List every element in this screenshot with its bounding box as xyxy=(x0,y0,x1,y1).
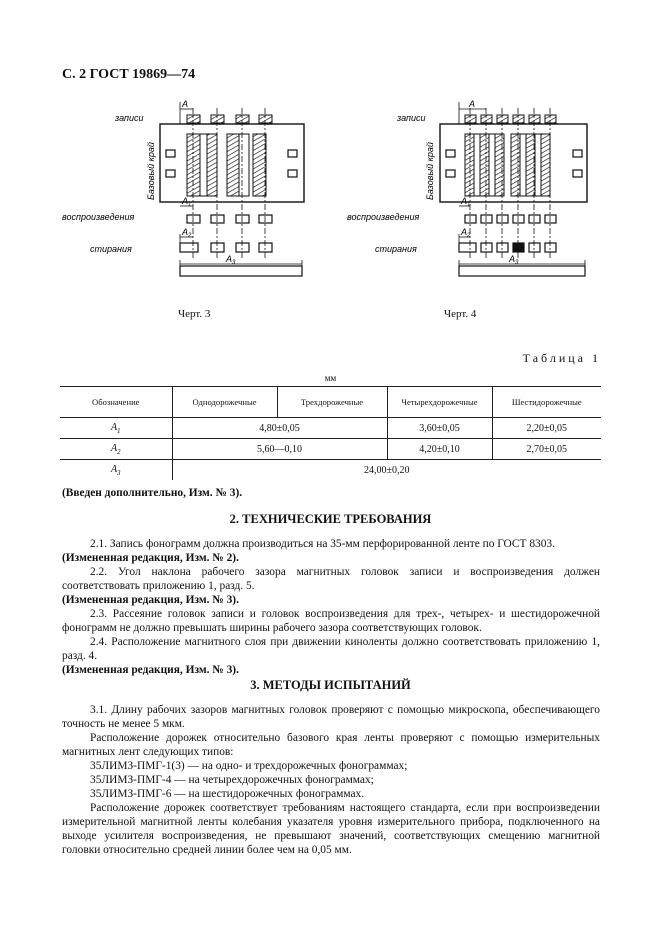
svg-text:A1: $A_1$ xyxy=(182,196,192,208)
table-cell: 2,70±0,05 xyxy=(492,439,601,460)
svg-text:A3: $A_3$ xyxy=(509,254,519,266)
parameters-table xyxy=(60,386,601,480)
section-2-title: 2. ТЕХНИЧЕСКИЕ ТРЕБОВАНИЯ xyxy=(229,512,432,526)
svg-text:A3: $A_3$ xyxy=(226,254,236,266)
table-cell: 2,20±0,05 xyxy=(492,418,601,439)
header-four-track: Четырехдорожечные xyxy=(387,387,492,418)
note-introduced: (Введен дополнительно, Изм. № 3). xyxy=(62,487,243,499)
table-row xyxy=(60,460,601,481)
paragraph: Расположение дорожек соответствует требованиям настоящего стандарта, если при воспроизведении измерительной магнитной ленты колебания указателя уровня измерительного прибора, подключенного на выходе усилителя воспроизведения, не превышают значений, соответствующих смещению магнитной головки относительно средней линии более чем на 0,05 мм. xyxy=(62,802,600,856)
svg-text:A2: $A_2$ xyxy=(461,227,471,239)
header-three-track: Трехдорожечные xyxy=(277,387,387,418)
edition-note: (Измененная редакция, Изм. № 2). xyxy=(62,552,239,564)
header-single-track: Однодорожечные xyxy=(172,387,277,418)
label-playback: воспроизведения xyxy=(62,212,135,222)
edition-note: (Измененная редакция, Изм. № 3). xyxy=(62,664,239,676)
paragraph: 2.3. Рассеяние головок записи и головок воспроизведения для трех-, четырех- и шестидорожечной фонограмм не должно превышать ширины рабочего зазора соответствующих головок. xyxy=(62,608,600,634)
table-row xyxy=(60,439,601,460)
table-unit: мм xyxy=(324,373,337,383)
label-base-edge: Базовый край xyxy=(425,142,435,200)
paragraph: 3.1. Длину рабочих зазоров магнитных головок проверяют с помощью микроскопа, обеспечивающего точность не менее 5 мкм. xyxy=(62,704,600,730)
edition-note: (Измененная редакция, Изм. № 3). xyxy=(62,594,239,606)
section-2-body xyxy=(62,537,600,677)
list-item: 35ЛИМЗ-ПМГ-4 — на четырехдорожечных фонограммах; xyxy=(90,774,374,786)
label-base-edge: Базовый край xyxy=(146,142,156,200)
label-dim-A: A xyxy=(182,100,189,109)
table-cell: 3,60±0,05 xyxy=(387,418,492,439)
paragraph: 2.1. Запись фонограмм должна производиться на 35-мм перфорированной ленте по ГОСТ 8303. xyxy=(90,538,555,550)
header-designation: Обозначение xyxy=(60,387,172,418)
table-caption: Таблица 1 xyxy=(522,351,601,365)
table-cell: 24,00±0,20 xyxy=(172,460,601,481)
row-label: $A_1$ xyxy=(60,418,172,439)
table-cell: 4,20±0,10 xyxy=(387,439,492,460)
figure-4-diagram xyxy=(345,100,600,300)
paragraph: 2.4. Расположение магнитного слоя при движении киноленты должно соответствовать приложению 1, разд. 4. xyxy=(62,636,600,662)
paragraph: Расположение дорожек относительно базового края ленты проверяют с помощью измерительных магнитных лент следующих типов: xyxy=(62,732,600,758)
label-dim-A: A xyxy=(469,100,476,109)
table-header-row xyxy=(60,387,601,418)
label-erase: стирания xyxy=(90,244,132,254)
label-playback: воспроизведения xyxy=(347,212,420,222)
table-cell: 4,80±0,05 xyxy=(172,418,387,439)
section-3-title: 3. МЕТОДЫ ИСПЫТАНИЙ xyxy=(250,678,411,692)
svg-text:A1: $A_1$ xyxy=(461,196,471,208)
label-record: записи xyxy=(397,113,426,123)
paragraph: 2.2. Угол наклона рабочего зазора магнитных головок записи и воспроизведения должен соответствовать приложению 1, разд. 5. xyxy=(62,566,600,592)
header-six-track: Шестидорожечные xyxy=(492,387,601,418)
figure-3-diagram xyxy=(60,100,310,300)
page-header: С. 2 ГОСТ 19869—74 xyxy=(62,67,196,82)
list-item: 35ЛИМЗ-ПМГ-6 — на шестидорожечных фонограммах. xyxy=(90,788,365,800)
figure-4-caption: Черт. 4 xyxy=(444,308,477,320)
row-label: $A_3$ xyxy=(60,460,172,481)
figure-3-caption: Черт. 3 xyxy=(178,308,211,320)
table-row xyxy=(60,418,601,439)
row-label: $A_2$ xyxy=(60,439,172,460)
list-item: 35ЛИМЗ-ПМГ-1(3) — на одно- и трехдорожечных фонограммах; xyxy=(90,760,408,772)
svg-text:A2: $A_2$ xyxy=(182,227,192,239)
label-erase: стирания xyxy=(375,244,417,254)
table-cell: 5,60—0,10 xyxy=(172,439,387,460)
section-3-body xyxy=(62,703,600,857)
label-record: записи xyxy=(115,113,144,123)
